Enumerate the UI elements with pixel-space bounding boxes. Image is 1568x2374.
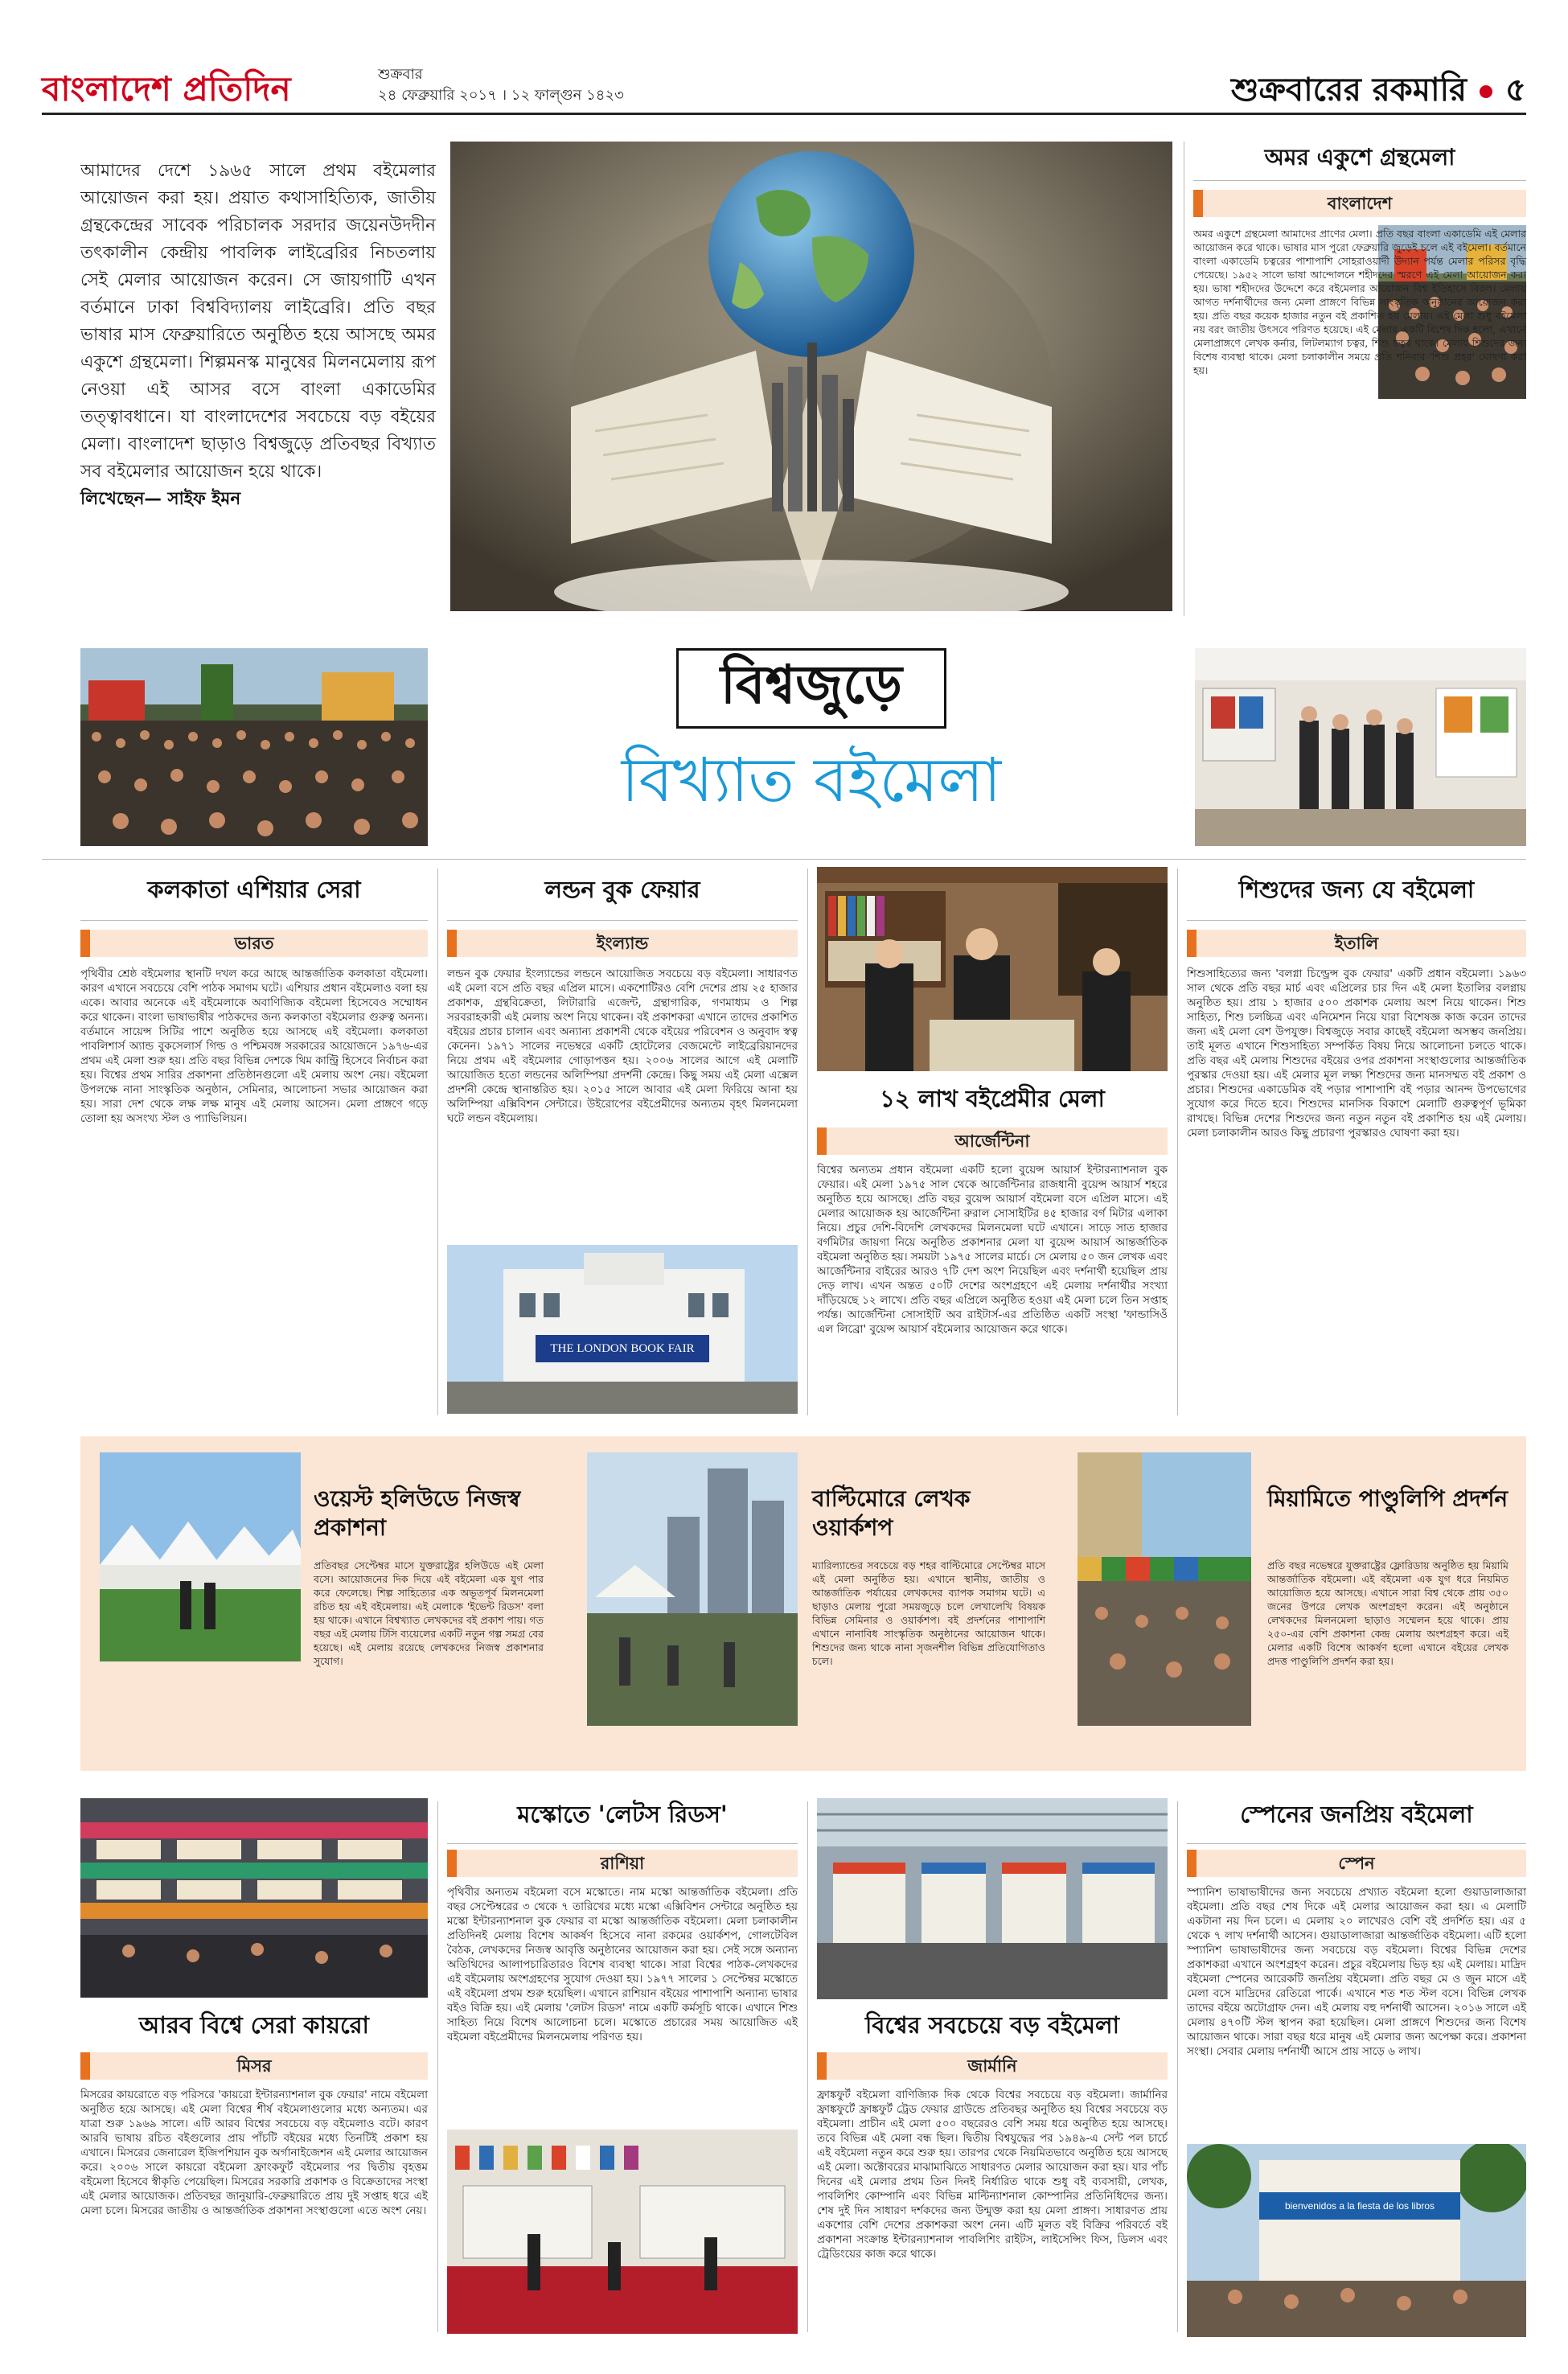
kolkata-text: পৃথিবীর শ্রেষ্ঠ বইমেলার স্থানটি দখল করে আছে আন্তর্জাতিক কলকাতা বইমেলা। কারণ এখানে সবচেয়ে বেশি পাঠক সমাগম ঘটে। এশিয়ার প্রধান বইমেলাও বলা হয় একে। আবার অনেকে এই বইমেলাকে অবাণিজ্যিক বইমেলা হিসেবেও সম্মোধন করে থাকেন। বাংলা ভাষাভাষীর পাঠকদের জন্য কলকাতা বইমেলার গুরুত্ব অনন্য। বর্তমানে সায়েন্স সিটির পাশে অনুষ্ঠিত হয়ে আসছে এই বইমেলা। কলকাতা পাবলিশার্স অ্যান্ড বুকসেলার্স গিল্ড ও পশ্চিমবঙ্গ সরকারের আয়োজনে ১৯৭৬-এর প্রথম এই মেলা শুরু হয়। প্রতি বছর বিভিন্ন দেশকে থিম কান্ট্রি হিসেবে নির্বাচন করা হয়। বিশ্বের প্রথম সারির প্রকাশনা প্রতিষ্ঠানগুলো এই মেলায় অংশ নেয়। বইমেলা উপলক্ষে নানা সাংস্কৃতিক অনুষ্ঠান, সেমিনার, আলোচনা সভার আয়োজন করা হয়। সারা দেশ থেকে লক্ষ লক্ষ মানুষ এই মেলায় আসেন। মেলা প্রাঙ্গণে গড়ে তোলা হয় অসংখ্য স্টল ও প্যাভিলিয়ন। <box>80 967 428 1125</box>
article-germany <box>817 2002 1168 2340</box>
intro-byline: লিখেছেন— সাইফ ইমন <box>80 489 241 509</box>
london-country-tag: ইংল্যান্ড <box>447 930 798 957</box>
page-number: ৫ <box>1505 72 1526 109</box>
frankfurt-photo <box>817 1798 1168 1999</box>
intro-block <box>80 158 436 513</box>
row-divider <box>42 859 1526 860</box>
cairo-photo <box>80 1798 428 1998</box>
spain-title: স্পেনের জনপ্রিয় বইমেলা <box>1240 1801 1473 1828</box>
west-hollywood-photo <box>100 1452 301 1661</box>
title-underline <box>1193 180 1526 181</box>
bullet-dot <box>1480 85 1492 98</box>
title-underline <box>447 920 798 921</box>
title-underline <box>1187 1843 1526 1844</box>
ekushe-country-tag: বাংলাদেশ <box>1193 190 1526 217</box>
london-book-fair-photo <box>447 1245 798 1414</box>
london-text: লন্ডন বুক ফেয়ার ইংল্যান্ডের লন্ডনে আয়োজিত সবচেয়ে বড় বইমেলা। সাধারণত এই মেলা বসে প্রতি বছর এপ্রিল মাসে। একশোটিরও বেশি দেশের প্রায় ২৫ হাজার প্রকাশক, গ্রন্থবিক্রেতা, লিটারারি এজেন্ট, গ্রন্থাগারিক, গণমাধ্যম ও শিল্প সরবরাহকারী এই মেলায় অংশ নিয়ে থাকেন। বই প্রকাশকরা এখানে তাদের প্রকাশিত বইয়ের প্রচার চালান এবং অন্যান্য প্রকাশনী থেকে বইয়ের পরিবেশন ও অনুবাদ স্বত্ব কেনেন। ১৯৭১ সালের নভেম্বরে একটি হোটেলের বেজমেন্টে লাইব্রেরিয়ানদের নিয়ে প্রথম এই বইমেলার গোড়াপত্তন হয়। ২০০৬ সালের আগে এই মেলাটি আয়োজিত হতো লন্ডনের অলিম্পিয়া প্রদর্শনী কেন্দ্রে। কিছু সময় এই মেলা এক্সেল প্রদর্শনী কেন্দ্রে স্থানান্তরিত হয়। ২০১৫ সালে আবার এই মেলা ফিরিয়ে আনা হয় অলিম্পিয়া এক্সিবিশন সেন্টারে। উইরোপের বইপ্রেমীদের অন্যতম বৃহৎ মিলনমেলা ঘটে লন্ডন বইমেলায়। <box>447 967 798 1125</box>
ekushe-title: অমর একুশে গ্রন্থমেলা <box>1264 144 1455 170</box>
ekushe-text: অমর একুশে গ্রন্থমেলা আমাদের প্রাণের মেলা। প্রতি বছর বাংলা একাডেমি এই মেলার আয়োজন করে থাকে। ভাষার মাস পুরো ফেব্রুয়ারি জুড়েই চলে এই বইমেলা। বর্তমানে বাংলা একাডেমি চত্বরের পাশাপাশি সোহরাওয়ার্দী উদ্যান পর্যন্ত মেলার পরিসর বৃদ্ধি পেয়েছে। ১৯৫২ সালে ভাষা আন্দোলনে শহীদদের স্মরণে এই মেলা আয়োজন করা হয়। ভাষা শহীদদের উদ্দেশে করে বইমেলার আয়োজন বিশ্ব ইতিহাসে বিরল। মেলায় আগত দর্শনার্থীদের জন্য মেলা প্রাঙ্গণে বিভিন্ন সাংস্কৃতিক অনুষ্ঠানের আয়োজন করা হয়। প্রতি বছর কয়েক হাজার নতুন বই প্রকাশিত হয় মেলায়। এই মেলা শুধু বইমেলা নয় বরং জাতীয় উৎসবে পরিণত হয়েছে। এই মেলার একটি বিশেষ দিক হলো, এখানে মেলাপ্রাঙ্গণে লেখক কর্নার, লিটলম্যাগ চত্বর, শিশু চত্বর থাকে। মেলায় শিশুদের জন্য বিশেষ ব্যবস্থা থাকে। মেলা চলাকালীন সময়ে প্রতি শনিবার 'শিশু প্রহর' ঘোষণা করা হয়। <box>1193 228 1527 376</box>
main-title-line2: বিখ্যাত বইমেলা <box>621 744 1002 815</box>
italy-text: শিশুসাহিত্যের জন্য 'বলগ্না চিল্ড্রেন্স বুক ফেয়ার' একটি প্রধান বইমেলা। ১৯৬৩ সাল থেকে প্রতি বছর মার্চ এবং এপ্রিলের চার দিন এই মেলা ইতালির বলগ্নায় অনুষ্ঠিত হয়। প্রায় ১ হাজার ৫০০ প্রকাশক মেলায় অংশ নিয়ে থাকেন। শিশু সাহিত্য, শিশু চলচ্চিত্র এবং এনিমেশন নিয়ে যারা বিশেষজ্ঞ কাজ করেন তাদের জন্য এই মেলা বেশ উপযুক্ত। বিশ্বজুড়ে সবার কাছেই বইমেলা অসম্ভব জনপ্রিয়। তাই মূলত এখানে শিশুসাহিত্য সম্পর্কিত বিষয় নিয়ে আলোচনা চলতে থাকে। প্রতি বছর এই মেলায় শিশুদের বইয়ের ওপর প্রকাশনা সংস্থাগুলোর আন্তর্জাতিক পুরস্কার দেওয়া হয়। এই মেলার মূল লক্ষ্য শিশুদের জন্য মানসম্মত বই প্রকাশ ও প্রচার। শিশুদের একাডেমিক বই পড়ার পাশাপাশি বই পড়ার আনন্দ উপভোগের সুযোগ করে দিতে হবে। শিশুদের মানসিক বিকাশে মেলাটি গুরুত্বপূর্ণ ভূমিকা রাখছে। বিভিন্ন দেশের শিশুদের জন্য নতুন নতুন বই প্রকাশিত হয় এই মেলায়। মেলা চলাকালীন আরও কিছু প্রচারণা পুরস্কারও ঘোষণা করা হয়। <box>1187 967 1526 1140</box>
header-rule <box>42 113 1526 115</box>
section-header <box>1231 64 1526 118</box>
buenos-aires-photo <box>817 867 1168 1071</box>
italy-country-tag: ইতালি <box>1187 930 1526 957</box>
kolkata-country-tag: ভারত <box>80 930 428 957</box>
baltimore-text: ম্যারিল্যান্ডের সবচেয়ে বড় শহর বাল্টিমোরে সেপ্টেম্বর মাসে এই মেলা অনুষ্ঠিত হয়। এখানে স্থানীয়, জাতীয় ও আন্তর্জাতিক পর্যায়ের লেখকদের ব্যাপক সমাগম ঘটে। এ ছাড়াও মেলায় পুরো সময়জুড়ে চলে লেখালেখি বিষয়ক বিভিন্ন সেমিনার ও ওয়ার্কশপ। বই প্রদর্শনের পাশাপাশি এখানে নানাবিধ সাংস্কৃতিক অনুষ্ঠানের আয়োজন থাকে। শিশুদের জন্য থাকে নানা সৃজনশীল বিভিন্ন প্রতিযোগিতাও চলে। <box>812 1559 1045 1667</box>
italy-title: শিশুদের জন্য যে বইমেলা <box>1238 876 1475 903</box>
bologna-fair-photo <box>1195 648 1526 846</box>
argentina-country-tag: আর্জেন্টিনা <box>817 1127 1168 1155</box>
logo-text: বাংলাদেশ প্রতিদিন <box>42 69 291 109</box>
article-italy <box>1187 864 1526 1419</box>
article-london <box>447 864 798 1419</box>
argentina-text: বিশ্বের অন্যতম প্রধান বইমেলা একটি হলো বুয়েন্স আয়ার্স ইন্টারন্যাশনাল বুক ফেয়ার। এই মেলা ১৯৭৫ সাল থেকে আর্জেন্টিনার রাজধানী বুয়েন্স আয়ার্স শহরে অনুষ্ঠিত হয়ে আসছে। প্রতি বছর বুয়েন্স আয়ার্স বইমেলা বসে এপ্রিল মাসে। এই মেলার আয়োজক হয় আর্জেন্টিনা রুরাল সোসাইটির ৪৫ হাজার বর্গ মিটার এলাকা নিয়ে। প্রচুর দেশি-বিদেশি লেখকদের মিলনমেলা ঘটে এখানে। সাড়ে সাত হাজার বর্গমিটার জায়গা নিয়ে অনুষ্ঠিত প্রকাশনার মেলা যা বুয়েন্স আয়ার্স আন্তর্জাতিক বইমেলা অনুষ্ঠিত হয়। সময়টা ১৯৭৫ সালের মার্চে। সে মেলায় ৫০ জন লেখক এবং আর্জেন্টিনার বাইরের আরও ৭টি দেশ অংশ নিয়েছিল এবং দর্শনার্থী হয়েছিল প্রায় দেড় লাখ। এখন অন্তত ৫০টি দেশের অংশগ্রহণে এই মেলায় দর্শনার্থীর সংখ্যা দাঁড়িয়েছে ১২ লাখে। প্রতি বছর এপ্রিলে অনুষ্ঠিত হওয়া এই মেলা চলে তিন সপ্তাহ পর্যন্ত। আর্জেন্টিনা সোসাইটি অব রাইটার্স-এর প্রতিষ্ঠিত একটি সংস্থা 'ফান্ডাসিওঁ এল লিব্রো' বুয়েন্স আয়ার্স বইমেলার আয়োজন করে থাকে। <box>817 1164 1168 1336</box>
masthead <box>0 0 1568 121</box>
moscow-text: পৃথিবীর অন্যতম বইমেলা বসে মস্কোতে। নাম মস্কো আন্তর্জাতিক বইমেলা। প্রতি বছর সেপ্টেম্বরের ৩ থেকে ৭ তারিখের মধ্যে মস্কো এক্সিবিশন সেন্টারে অনুষ্ঠিত হয় মস্কো ইন্টারন্যাশনাল বুক ফেয়ার বা মস্কো আন্তর্জাতিক বইমেলা। মেলা চলাকালীন প্রতিদিনই মেলায় বিশেষ আকর্ষণ হিসেবে নানা রকমের ওয়ার্কশপ, গোলটেবিল বৈঠক, লেখকদের নিজস্ব আবৃত্তি অনুষ্ঠানের আয়োজন করা হয়। সেই সঙ্গে অন্যান্য অতিথিদের আলাপচারিতারও বিশেষ ব্যবস্থা থাকে। সারা বিশ্বের পাঠক-লেখকদের এই বইমেলায় অংশগ্রহণের সুযোগ দেওয়া হয়। ১৯৭৭ সালের ১ সেপ্টেম্বর মস্কোতে এই বইমেলা প্রথম শুরু হয়েছিল। এখানে রাশিয়ান বইয়ের পাশাপাশি অন্যান্য ভাষার বইও বিক্রি হয়। এই মেলায় 'লেটস রিডস' নামে একটি কর্মসূচি থাকে। এখানে শিশু সাহিত্য নিয়ে বিশেষ আলোচনা চলে। মস্কোতে প্রচারের সময় আয়োজিত এই বইমেলা বইপ্রেমীদের মিলনমেলায় পরিণত হয়। <box>447 1886 798 2043</box>
germany-title: বিশ্বের সবচেয়ে বড় বইমেলা <box>864 2011 1120 2039</box>
header-day: শুক্রবার <box>378 66 423 83</box>
germany-country-tag: জার্মানি <box>817 2052 1168 2080</box>
column-divider <box>807 1801 808 2332</box>
spain-country-tag: স্পেন <box>1187 1850 1526 1877</box>
article-kolkata <box>80 864 428 1411</box>
hero-illustration <box>450 142 1172 611</box>
moscow-title: মস্কোতে 'লেটস রিডস' <box>517 1801 728 1828</box>
main-title-line1-box <box>676 648 946 729</box>
cairo-text: মিসরের কায়রোতে বড় পরিসরে 'কায়রো ইন্টারন্যাশনাল বুক ফেয়ার' নামে বইমেলা অনুষ্ঠিত হয়ে আসছে। এই মেলা বিশ্বের শীর্ষ বইমেলাগুলোর মধ্যে অন্যতম। এর যাত্রা শুরু ১৯৬৯ সালে। এটি আরব বিশ্বের সবচেয়ে বড় বইমেলাও বটে। কারণ আরবি ভাষায় রচিত বইগুলোর প্রায় পাঁচটি বইয়ের মধ্যে তিনটিই প্রকাশ হয় এখানে। মিসরের জেনারেল ইজিপশিয়ান বুক অর্গানাইজেশন এই মেলার আয়োজন করে। ২০০৬ সালে কায়রো বইমেলা ফ্রাংকফুর্ট বইমেলার পর দ্বিতীয় বৃহত্তম বইমেলা হিসেবে স্বীকৃতি পেয়েছিল। মিসরের সরকারি প্রকাশক ও বিক্রেতাদের সংস্থা এই মেলার আয়োজক। প্রতিবছর জানুয়ারি-ফেব্রুয়ারিতে প্রায় দুই সপ্তাহ ধরে এই মেলা চলে। মিসরের জাতীয় ও আন্তর্জাতিক প্রকাশনা সংস্থাগুলো এতে অংশ নেয়। <box>80 2089 428 2217</box>
title-underline <box>447 1843 798 1844</box>
article-spain <box>1187 1790 1526 2345</box>
column-divider <box>807 869 808 1415</box>
title-underline <box>80 920 428 921</box>
kolkata-title: কলকাতা এশিয়ার সেরা <box>147 876 361 903</box>
london-photo-sign: THE LONDON BOOK FAIR <box>550 1342 695 1355</box>
miami-text: প্রতি বছর নভেম্বরে যুক্তরাষ্ট্রের ফ্লোরিডায় অনুষ্ঠিত হয় মিয়ামি আন্তর্জাতিক বইমেলা। এই বইমেলা এক যুগ ধরে নিয়মিত আয়োজিত হয়ে আসছে। এখানে সারা বিশ্ব থেকে প্রায় ৩৫০ জনের উপরে লেখক অংশগ্রহণ করেন। এই অনুষ্ঠানে লেখকদের মিলনমেলা ছাড়াও সম্মেলন হয়ে থাকে। প্রায় ২৫০-এর বেশি প্রকাশনা কেন্দ্র মেলায় অংশগ্রহণ করে। এই মেলার একটি বিশেষ আকর্ষণ হলো এখানে বইয়ের লেখক প্রদত্ত পাণ্ডুলিপি প্রদর্শন করা হয়। <box>1267 1559 1508 1667</box>
dhaka-crowd-photo <box>80 648 428 846</box>
cairo-title: আরব বিশ্বে সেরা কায়রো <box>139 2011 369 2039</box>
madrid-photo-sign: bienvenidos a la fiesta de los libros <box>1284 2200 1435 2212</box>
main-title-block <box>450 643 1172 860</box>
column-divider <box>1177 1801 1178 2332</box>
west-hollywood-text: প্রতিবছর সেপ্টেম্বর মাসে যুক্তরাষ্ট্রের হলিউডে এই মেলা বসে। আয়োজনের দিক দিয়ে এই বইমেলা এক যুগ পার করে ফেলেছে। শিল্প সাহিত্যের এক অভূতপূর্ব মিলনমেলা রচিত হয় এই বইমেলায়। এই মেলাকে 'ইভেন্ট রিডস' বলা হয় থাকে। এখানে বিশ্বখ্যাত লেখকদের বই প্রকাশ পায়। গত বছর এই মেলায় টিসি ব্যয়েলের একটি নতুন গল্প সমগ্র বের হয়েছে। এই মেলায় রয়েছে লেখকদের নিজস্ব প্রকাশনার সুযোগ। <box>314 1559 544 1667</box>
section-title: শুক্রবারের রকমারি <box>1231 72 1467 109</box>
spain-text: স্প্যানিশ ভাষাভাষীদের জন্য সবচেয়ে প্রখ্যাত বইমেলা হলো গুয়াডালাজারা বইমেলা। প্রতি বছর শেষ দিকে এই মেলার আয়োজন করা হয়। এ মেলাটি একটানা নয় দিন চলে। এ মেলায় ২০ লাখেরও বেশি বই প্রদর্শিত হয়। এর ৫ থেকে ৭ লাখ দর্শনার্থী আসেন। গুয়াডালাজারা আন্তর্জাতিক বইমেলা। এটি হলো স্প্যানিশ ভাষাভাষীদের জন্য সবচেয়ে বড় বইমেলা। বিশ্বের বিভিন্ন দেশের প্রকাশকরা এখানে অংশগ্রহণ করেন। প্রচুর বইমেলায় ভিড় হয় এই মেলায়। মাদ্রিদ বইমেলা স্পেনের আরেকটি জনপ্রিয় বইমেলা। প্রতি বছর মে ও জুন মাসে এই মেলা বসে মাদ্রিদের রেতিরো পার্কে। এখানে শত শত স্টল বসে। বিভিন্ন লেখক তাদের বইয়ে অটোগ্রাফ দেন। এই মেলায় বহু দর্শনার্থী আসেন। ২০১৬ সালে এই মেলায় ৪৭০টি স্টল স্থাপন করা হয়েছিল। মেলা প্রাঙ্গণে শিশুদের জন্য বিশেষ আয়োজন থাকে। সারা বছর ধরে মানুষ এই মেলার জন্য অপেক্ষা করে। প্রকাশনা সংস্থা। সেবার মেলায় দর্শনার্থী আসে প্রায় সাড়ে ৬ লাখ। <box>1187 1886 1526 2058</box>
baltimore-photo <box>587 1452 798 1726</box>
article-ekushe <box>1193 142 1526 624</box>
baltimore-title: বাল্টিমোরে লেখক ওয়ার্কশপ <box>812 1485 971 1541</box>
header-date-block <box>378 64 624 106</box>
article-cairo <box>80 2002 428 2340</box>
moscow-photo <box>447 2130 798 2334</box>
london-title: লন্ডন বুক ফেয়ার <box>544 876 700 903</box>
moscow-country-tag: রাশিয়া <box>447 1850 798 1877</box>
main-title-line1: বিশ্বজুড়ে <box>720 654 902 716</box>
header-date: ২৪ ফেব্রুয়ারি ২০১৭ । ১২ ফাল্গুন ১৪২৩ <box>378 87 624 104</box>
us-fairs-panel <box>80 1436 1526 1771</box>
column-divider <box>1177 869 1178 1415</box>
intro-text: আমাদের দেশে ১৯৬৫ সালে প্রথম বইমেলার আয়োজন করা হয়। প্রয়াত কথাসাহিত্যিক, জাতীয় গ্রন্থকেন্দ্রের সাবেক পরিচালক সরদার জয়েনউদদীন তৎকালীন কেন্দ্রীয় পাবলিক লাইব্রেরির নিচতলায় সেই মেলার আয়োজন করেন। সে জায়গাটি এখন বর্তমানে ঢাকা বিশ্ববিদ্যালয় লাইব্রেরি। প্রতি বছর ভাষার মাস ফেব্রুয়ারিতে অনুষ্ঠিত হয়ে আসছে অমর একুশে গ্রন্থমেলা। শিল্পমনস্ক মানুষের মিলনমেলায় রূপ নেওয়া এই আসর বসে বাংলা একাডেমির তত্ত্বাবধানে। যা বাংলাদেশের সবচেয়ে বড় বইয়ের মেলা। বাংলাদেশ ছাড়াও বিশ্বজুড়ে প্রতিবছর বিখ্যাত সব বইমেলার আয়োজন হয়ে থাকে। <box>80 161 436 482</box>
madrid-photo <box>1187 2144 1526 2337</box>
miami-title: মিয়ামিতে পাণ্ডুলিপি প্রদর্শন <box>1267 1485 1508 1512</box>
argentina-title: ১২ লাখ বইপ্রেমীর মেলা <box>880 1085 1105 1112</box>
germany-text: ফ্রাঙ্কফুর্ট বইমেলা বাণিজ্যিক দিক থেকে বিশ্বের সবচেয়ে বড় বইমেলা। জার্মানির ফ্রাঙ্কফুর্টে ফ্রাঙ্কফুর্ট ট্রেড ফেয়ার গ্রাউন্ডে প্রতিবছর অনুষ্ঠিত হয় বিশ্বের সবচেয়ে বড় বইমেলা। প্রাচীন এই মেলা ৫০০ বছরেরও বেশি সময় ধরে অনুষ্ঠিত হয়ে আসছে। তবে বিভিন্ন এই মেলা বন্ধ ছিল। দ্বিতীয় বিশ্বযুদ্ধের পর ১৯৪৯-এ সেন্ট পল চার্চে এই বইমেলা নতুন করে শুরু হয়। তারপর থেকে নিয়মিতভাবে অনুষ্ঠিত হয়ে আসছে এই মেলা। অক্টোবরের মাঝামাঝিতে সাধারণত মেলার আয়োজন করা হয়। যার পাঁচ দিনের এই মেলার প্রথম তিন দিনই নির্ধারিত থাকে শুধু বই ব্যবসায়ী, লেখক, পাবলিশিং কোম্পানি এবং বিভিন্ন মাল্টিন্যাশনাল কোম্পানির প্রতিনিধিদের জন্য। শেষ দুই দিন সাধারণ দর্শকদের জন্য উন্মুক্ত করা হয় মেলা প্রাঙ্গণ। সাধারণত প্রায় একশোর বেশি দেশের প্রকাশকরা অংশ নেন। এটি মূলত বই বিক্রির পরিবর্তে বই প্রকাশনা সংক্রান্ত ইন্টারন্যাশনাল পাবলিশিং রাইটস, লাইসেন্সিং ফিস, ডিলস এবং ট্রেডিংয়ের কাজ করে থাকে। <box>817 2089 1168 2261</box>
article-moscow <box>447 1790 798 2345</box>
logo[interactable] <box>42 63 291 120</box>
cairo-country-tag: মিসর <box>80 2052 428 2080</box>
miami-photo <box>1077 1452 1251 1726</box>
column-divider <box>437 869 438 1415</box>
column-divider <box>437 1801 438 2332</box>
west-hollywood-title: ওয়েস্ট হলিউডে নিজস্ব প্রকাশনা <box>314 1485 521 1541</box>
title-underline <box>1187 920 1526 921</box>
article-argentina <box>817 1076 1168 1414</box>
